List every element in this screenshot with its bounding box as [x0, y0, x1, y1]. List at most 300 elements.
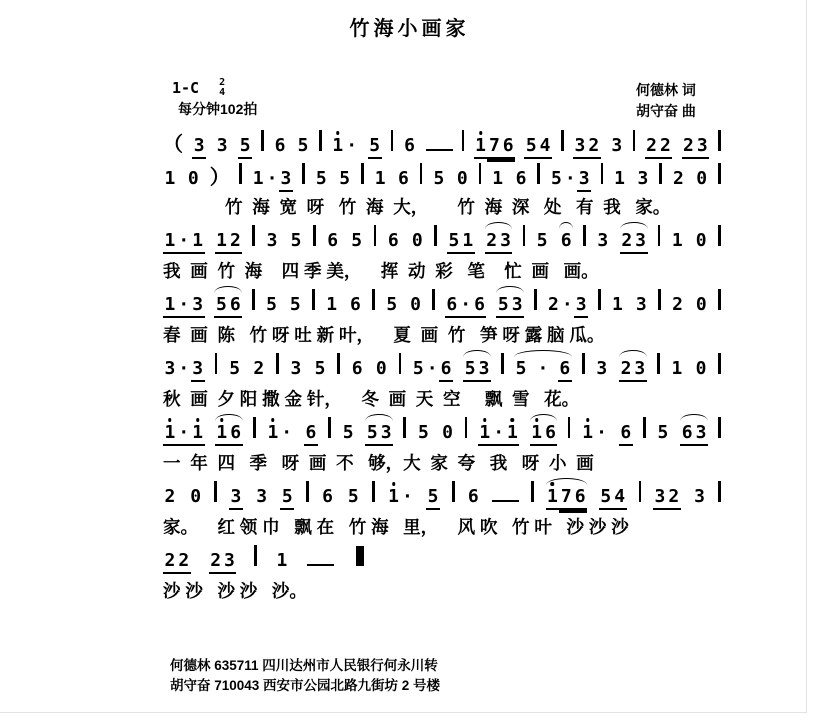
- note: 3: [635, 294, 647, 315]
- note: 3: [499, 231, 513, 254]
- note: 6: [350, 294, 361, 315]
- barline: [583, 225, 586, 246]
- song-title: 竹海小画家: [349, 18, 470, 40]
- parenthesis: （: [163, 134, 183, 156]
- contact-info: [170, 656, 440, 696]
- note: 3: [290, 358, 302, 379]
- note: 6: [501, 136, 515, 159]
- note-group: [304, 423, 318, 446]
- note-group: [535, 231, 549, 252]
- barline: [261, 130, 264, 151]
- note: 1: [614, 168, 625, 189]
- note: 1: [582, 422, 594, 443]
- barline: [501, 353, 504, 374]
- music-line: [163, 225, 721, 258]
- lyrics-line: 我 画 竹 海 四 季 美， 挥 动 彩 笔 忙 画 画。: [163, 261, 599, 281]
- note: ·: [596, 422, 607, 443]
- barline: [523, 225, 526, 246]
- note-group: [496, 295, 524, 318]
- note: 6: [439, 359, 453, 382]
- note-group: [266, 423, 294, 444]
- note-group: [619, 359, 647, 382]
- barline: [420, 163, 423, 184]
- note-group: [682, 136, 710, 159]
- note-group: [215, 423, 243, 446]
- note: 3: [191, 359, 205, 382]
- barline: [537, 163, 540, 184]
- barline: [718, 163, 721, 184]
- note-group: [671, 295, 685, 316]
- barline: [252, 225, 255, 246]
- final-barline: [356, 546, 364, 566]
- contact-line-lyricist: 何德林 635711 四川达州市人民银行何永川转: [170, 658, 438, 673]
- note-group: [163, 551, 191, 574]
- note-group: [275, 551, 289, 572]
- note: 3: [223, 551, 237, 574]
- note-group: [346, 487, 360, 508]
- note-group: [410, 231, 424, 252]
- note-group: [163, 359, 205, 382]
- note-group: [693, 487, 707, 508]
- note: 3: [596, 358, 608, 379]
- note: 3: [694, 423, 708, 446]
- note: 3: [637, 168, 649, 189]
- note: 4: [613, 487, 627, 510]
- note: 6: [351, 358, 363, 379]
- note-group: [426, 487, 440, 510]
- barline: [302, 163, 305, 184]
- note: 5: [290, 230, 302, 251]
- note-group: [289, 231, 303, 252]
- note: ·: [346, 135, 358, 156]
- note: ·: [459, 295, 473, 318]
- note: 1: [374, 168, 386, 189]
- note: 5: [280, 487, 294, 510]
- note: 2: [548, 294, 559, 315]
- barline: [319, 130, 322, 151]
- music-line: [163, 161, 721, 194]
- note: 2: [587, 136, 601, 159]
- barline: [643, 417, 646, 438]
- barline: [374, 225, 377, 246]
- barline: [254, 545, 257, 566]
- note: 5: [351, 230, 363, 251]
- note-group: [463, 359, 491, 382]
- note-group: [265, 231, 279, 252]
- note: 6: [445, 295, 459, 318]
- note: 5: [368, 136, 382, 159]
- barline: [465, 417, 468, 438]
- note-group: [163, 295, 205, 318]
- note-group: [331, 136, 359, 157]
- tempo-marking: 每分钟102拍: [178, 101, 258, 117]
- note-group: [474, 136, 516, 159]
- note: ·: [177, 231, 191, 254]
- barline: [718, 417, 721, 438]
- note: 3: [695, 136, 709, 159]
- note-group: [229, 487, 243, 510]
- note: 3: [653, 487, 667, 510]
- note-group: [416, 423, 430, 444]
- note-group: [411, 359, 453, 382]
- note: 5: [347, 486, 359, 507]
- note-group: [280, 487, 294, 510]
- note: 6: [304, 423, 318, 446]
- note: 0: [695, 294, 707, 315]
- note: 3: [216, 135, 228, 156]
- note: 2: [485, 231, 499, 254]
- note-group: [313, 359, 327, 380]
- note-group: [403, 136, 417, 157]
- note: 1: [163, 423, 177, 446]
- note: 5: [447, 231, 461, 254]
- note: ·: [177, 295, 191, 318]
- note: 2: [620, 231, 634, 254]
- note-group: [368, 136, 382, 159]
- note: 5: [314, 358, 326, 379]
- note-group: [251, 169, 293, 192]
- note: 3: [279, 169, 293, 192]
- note-group: [447, 231, 475, 254]
- note-group: [611, 295, 625, 316]
- note-group: [636, 169, 650, 190]
- note: 3: [192, 136, 206, 159]
- key-label: 1-C: [172, 79, 200, 97]
- note-group: [265, 295, 279, 316]
- note-group: [547, 295, 589, 318]
- note-group: [326, 231, 340, 252]
- note: 6: [473, 295, 487, 318]
- barline: [462, 130, 465, 151]
- note: 1: [215, 231, 229, 254]
- note: 3: [634, 231, 648, 254]
- note: 2: [164, 486, 176, 507]
- note: 6: [558, 359, 572, 382]
- note: ·: [426, 358, 438, 379]
- note: 5: [386, 294, 398, 315]
- note-group: [409, 295, 423, 316]
- note-group: [314, 169, 328, 190]
- note: 5: [657, 422, 669, 443]
- note: 0: [375, 358, 387, 379]
- note-group: [514, 359, 572, 382]
- note-group: [350, 359, 364, 380]
- note: 1: [332, 135, 344, 156]
- duration-dash: [492, 500, 519, 502]
- note: 2: [619, 359, 633, 382]
- barline: [657, 353, 660, 374]
- note: 6: [404, 135, 415, 156]
- note-group: [485, 231, 513, 254]
- barline: [531, 481, 534, 502]
- note: 3: [510, 295, 524, 318]
- note-group: [530, 423, 558, 446]
- note-group: [350, 231, 364, 252]
- barline: [718, 289, 721, 310]
- time-signature-denominator: 4: [219, 87, 226, 98]
- barline: [568, 417, 571, 438]
- barline: [479, 163, 482, 184]
- barline: [561, 130, 564, 151]
- note: 0: [190, 486, 202, 507]
- note-group: [599, 487, 627, 510]
- note-group: [325, 295, 339, 316]
- note: 5: [229, 358, 241, 379]
- note-group: [694, 231, 708, 252]
- note-group: [559, 231, 573, 252]
- note: 6: [274, 135, 286, 156]
- barline: [399, 353, 402, 374]
- note: 1: [671, 230, 683, 251]
- barline: [633, 130, 636, 151]
- note: 1: [163, 231, 177, 254]
- note-group: [163, 423, 205, 446]
- note: 5: [214, 295, 228, 318]
- note-group: [252, 359, 266, 380]
- note: 1: [530, 423, 544, 446]
- note: 7: [487, 136, 501, 159]
- barline: [718, 225, 721, 246]
- note: ·: [537, 358, 549, 379]
- note: 1: [546, 487, 560, 510]
- note: 1: [191, 231, 205, 254]
- barline: [534, 289, 537, 310]
- barline: [718, 481, 721, 502]
- note: 5: [238, 136, 252, 159]
- note-group: [288, 295, 302, 316]
- note: 5: [412, 358, 424, 379]
- lyrics-line: 沙 沙 沙 沙 沙。: [163, 581, 307, 601]
- note: 6: [229, 423, 243, 446]
- note-group: [645, 136, 673, 159]
- note: 5: [342, 422, 354, 443]
- lyrics-line: 秋 画 夕 阳 撒 金 针， 冬 画 天 空 飘 雪 花。: [163, 389, 580, 409]
- note: 5: [339, 168, 351, 189]
- barline: [403, 417, 406, 438]
- note: 1: [163, 295, 177, 318]
- note: 2: [672, 168, 684, 189]
- barline: [372, 481, 375, 502]
- note: 3: [574, 295, 588, 318]
- note: 3: [573, 136, 587, 159]
- note: 3: [164, 358, 176, 379]
- note: 1: [474, 136, 488, 159]
- note-group: [514, 169, 528, 190]
- note-group: [478, 423, 520, 446]
- note-group: [610, 136, 624, 157]
- note: 2: [645, 136, 659, 159]
- note-group: [209, 551, 237, 574]
- barline: [253, 417, 256, 438]
- lyricist-credit: 何德林 词: [636, 82, 696, 98]
- barline: [276, 353, 279, 374]
- note-group: [613, 169, 627, 190]
- note-group: [192, 136, 206, 159]
- note: 6: [544, 423, 558, 446]
- note-group: [670, 359, 684, 380]
- note: 1: [164, 168, 176, 189]
- note: 3: [477, 359, 491, 382]
- note-group: [634, 295, 648, 316]
- credits: [636, 80, 696, 122]
- duration-dash: [307, 564, 334, 566]
- note: 3: [611, 135, 623, 156]
- time-signature-numerator: 2: [219, 77, 226, 88]
- note: 6: [467, 486, 479, 507]
- note: 6: [573, 487, 587, 510]
- note: 3: [633, 359, 647, 382]
- duration-dash: [426, 149, 453, 151]
- note: 2: [228, 231, 242, 254]
- note: ·: [281, 422, 293, 443]
- note: 3: [694, 486, 705, 507]
- time-signature: [219, 78, 225, 98]
- note: 2: [667, 487, 681, 510]
- note-group: [656, 423, 670, 444]
- note-group: [466, 487, 480, 508]
- note: ·: [266, 168, 278, 189]
- note: 5: [536, 230, 548, 251]
- note-group: [397, 169, 411, 190]
- note: ·: [492, 423, 506, 446]
- barline: [452, 481, 455, 502]
- note: 1: [478, 423, 492, 446]
- note: ·: [561, 294, 573, 315]
- barline: [659, 163, 662, 184]
- note: 2: [659, 136, 673, 159]
- note: 0: [411, 230, 423, 251]
- note: 1: [492, 168, 504, 189]
- note: 2: [177, 551, 191, 574]
- note-group: [432, 169, 446, 190]
- note: 1: [276, 550, 288, 571]
- music-line: [163, 289, 721, 322]
- note-group: [296, 136, 310, 157]
- note-group: [385, 295, 399, 316]
- note-group: [680, 423, 708, 446]
- music-line: [163, 545, 723, 578]
- note-group: [215, 136, 229, 157]
- note: 5: [426, 487, 440, 510]
- note-group: [273, 136, 287, 157]
- note: 7: [559, 487, 573, 510]
- note: 6: [515, 168, 527, 189]
- note: 3: [577, 169, 591, 192]
- note: 0: [187, 168, 199, 189]
- note: ·: [401, 486, 413, 507]
- score: [163, 128, 723, 609]
- note-group: [491, 169, 505, 190]
- note: 1: [506, 423, 520, 446]
- note: 3: [379, 423, 393, 446]
- note: 5: [289, 294, 301, 315]
- note: 6: [619, 423, 633, 446]
- note: 6: [398, 168, 409, 189]
- barline: [658, 225, 661, 246]
- note: 5: [417, 422, 429, 443]
- note-group: [455, 169, 469, 190]
- note: ·: [177, 423, 191, 446]
- note: 1: [388, 486, 399, 507]
- note-group: [255, 487, 269, 508]
- note: 6: [228, 295, 242, 318]
- barline: [372, 289, 375, 310]
- note-group: [228, 359, 242, 380]
- barline: [582, 353, 585, 374]
- barline: [598, 289, 601, 310]
- music-line: [163, 353, 721, 386]
- note-group: [694, 359, 708, 380]
- lyrics-line: 一 年 四 季 呀 画 不 够，大 家 夸 我 呀 小 画: [163, 453, 594, 473]
- note: 1: [612, 294, 623, 315]
- note: 2: [253, 358, 265, 379]
- note-group: [163, 169, 177, 190]
- note: 2: [163, 551, 177, 574]
- note: 6: [560, 230, 572, 251]
- note-group: [581, 423, 609, 444]
- music-line: [163, 128, 721, 161]
- note: 3: [191, 295, 205, 318]
- note: 0: [695, 230, 707, 251]
- note: 1: [191, 423, 205, 446]
- note-group: [321, 487, 335, 508]
- note-group: [546, 487, 588, 510]
- note: 5: [496, 295, 510, 318]
- note-group: [595, 359, 609, 380]
- barline: [601, 163, 604, 184]
- note-group: [373, 169, 387, 190]
- barline: [718, 353, 721, 374]
- lyrics-line: 春 画 陈 竹 呀 吐 新 叶， 夏 画 竹 笋 呀 露 脑 瓜。: [163, 325, 605, 345]
- note: 5: [551, 168, 562, 189]
- note: 1: [671, 358, 683, 379]
- barline: [328, 417, 331, 438]
- note-group: [620, 231, 648, 254]
- note: 0: [456, 168, 468, 189]
- note-group: [550, 169, 592, 192]
- note: 6: [680, 423, 694, 446]
- composer-credit: 胡守奋 曲: [636, 103, 696, 119]
- note: 6: [322, 486, 333, 507]
- note-group: [189, 487, 203, 508]
- note: 2: [209, 551, 223, 574]
- note-group: [186, 169, 200, 190]
- note: 5: [463, 359, 477, 382]
- note: 5: [365, 423, 379, 446]
- note: 1: [215, 423, 229, 446]
- note-group: [387, 487, 415, 508]
- barline: [313, 225, 316, 246]
- note-group: [374, 359, 388, 380]
- note-group: [619, 423, 633, 446]
- note-group: [671, 169, 685, 190]
- note: 2: [682, 136, 696, 159]
- note-group: [214, 295, 242, 318]
- note-group: [694, 295, 708, 316]
- note: 3: [229, 487, 243, 510]
- barline: [214, 481, 217, 502]
- note-group: [573, 136, 601, 159]
- note-group: [238, 136, 252, 159]
- note: 5: [524, 136, 538, 159]
- note: 0: [696, 168, 708, 189]
- music-line: [163, 481, 721, 514]
- note-group: [441, 423, 455, 444]
- barline: [361, 163, 364, 184]
- note: 2: [672, 294, 683, 315]
- note-group: [289, 359, 303, 380]
- key-signature: [172, 78, 225, 98]
